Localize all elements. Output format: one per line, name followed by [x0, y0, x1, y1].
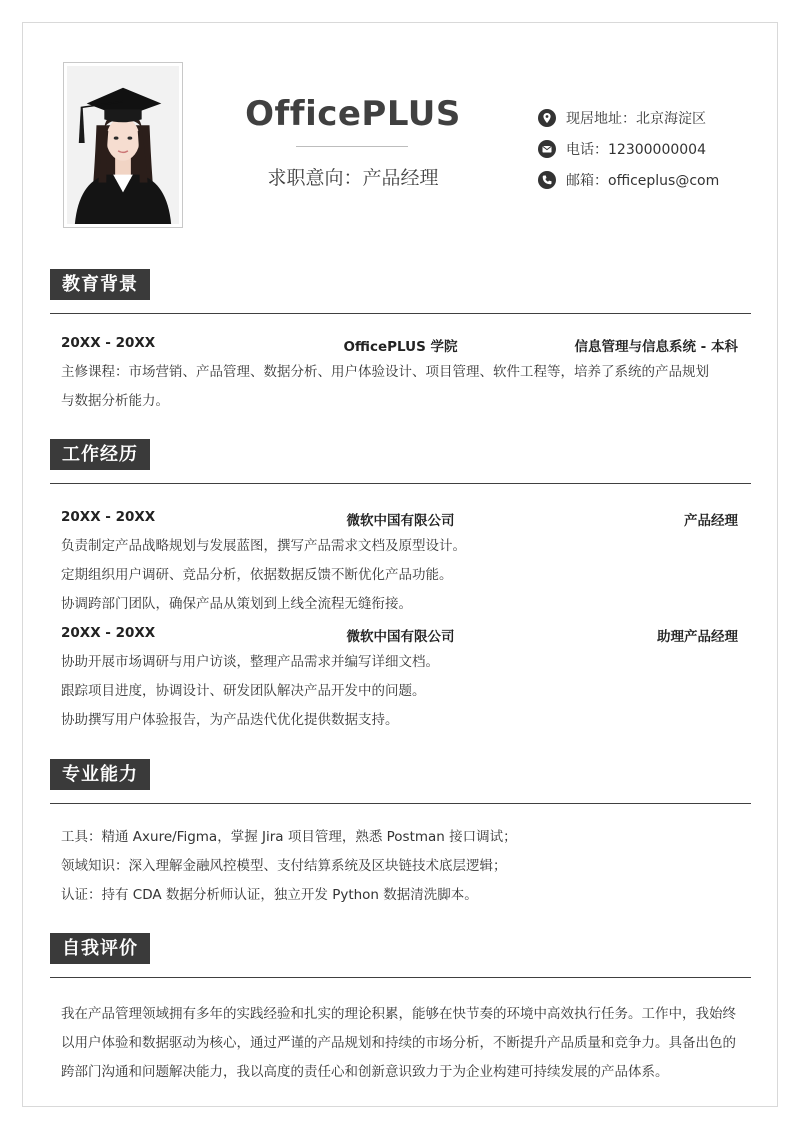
- education-section: [50, 269, 751, 416]
- job-objective: 求职意向：产品经理: [267, 167, 439, 189]
- section-title: 教育背景: [50, 269, 150, 300]
- name-divider: [296, 146, 408, 147]
- job-period: 20XX - 20XX: [61, 509, 156, 525]
- education-period: 20XX - 20XX: [61, 335, 156, 351]
- job-role: 产品经理: [684, 513, 738, 529]
- section-title: 专业能力: [50, 759, 150, 790]
- contact-phone: [538, 133, 768, 164]
- education-desc-line: 与数据分析能力。: [61, 393, 169, 409]
- location-pin-icon: [538, 109, 556, 127]
- job-duty-line: 定期组织用户调研、竞品分析，依据数据反馈不断优化产品功能。: [61, 567, 453, 583]
- education-header: [50, 269, 751, 315]
- envelope-icon: [538, 140, 556, 158]
- job-duty-line: 协调跨部门团队，确保产品从策划到上线全流程无缝衔接。: [61, 596, 412, 612]
- profile-photo-frame: [63, 62, 183, 228]
- contact-email-text: 邮箱：officeplus@com: [566, 172, 720, 189]
- section-divider: [50, 313, 751, 314]
- education-desc-line: 主修课程：市场营销、产品管理、数据分析、用户体验设计、项目管理、软件工程等，培养了系统的产品规划: [61, 364, 709, 380]
- profile-photo: [67, 66, 179, 224]
- education-row: [50, 329, 751, 358]
- section-divider: [50, 977, 751, 978]
- phone-icon: [538, 171, 556, 189]
- section-divider: [50, 483, 751, 484]
- section-title: 自我评价: [50, 933, 150, 964]
- job-duty-line: 协助撰写用户体验报告，为产品迭代优化提供数据支持。: [61, 712, 399, 728]
- section-divider: [50, 803, 751, 804]
- job-company: 微软中国有限公司: [346, 629, 455, 645]
- job-company: 微软中国有限公司: [346, 513, 455, 529]
- contact-list: [538, 102, 768, 195]
- work-header: [50, 439, 751, 485]
- contact-address: [538, 102, 768, 133]
- job-duty-line: 跟踪项目进度，协调设计、研发团队解决产品开发中的问题。: [61, 683, 426, 699]
- work-section: [50, 439, 751, 735]
- job-row: [50, 619, 751, 648]
- contact-phone-text: 电话：12300000004: [566, 141, 706, 158]
- education-school: OfficePLUS 学院: [343, 339, 458, 355]
- job-row: [50, 503, 751, 532]
- skills-header: [50, 759, 751, 805]
- skills-section: [50, 759, 751, 910]
- job-duty-line: 协助开展市场调研与用户访谈，整理产品需求并编写详细文档。: [61, 654, 439, 670]
- self-evaluation-text: 我在产品管理领域拥有多年的实践经验和扎实的理论积累，能够在快节奏的环境中高效执行任务。工作中，我始终以用户体验和数据驱动为核心，通过严谨的产品规划和持续的市场分析，不断提升产品质量和竞争力。具备出色的跨部门沟通和问题解决能力，我以高度的责任心和创新意识致力于为企业构建可持续发展的产品体系。: [61, 1006, 736, 1080]
- skill-line: 认证：持有 CDA 数据分析师认证，独立开发 Python 数据清洗脚本。: [61, 887, 478, 903]
- candidate-name: OfficePLUS: [245, 94, 461, 134]
- job-period: 20XX - 20XX: [61, 625, 156, 641]
- skills-list: [50, 823, 751, 910]
- self-evaluation-section: [50, 933, 751, 1087]
- contact-address-text: 现居地址：北京海淀区: [566, 110, 706, 127]
- section-title: 工作经历: [50, 439, 150, 470]
- job-duty-line: 负责制定产品战略规划与发展蓝图，撰写产品需求文档及原型设计。: [61, 538, 466, 554]
- self-evaluation-header: [50, 933, 751, 979]
- skill-line: 领域知识：深入理解金融风控模型、支付结算系统及区块链技术底层逻辑；: [61, 858, 507, 874]
- education-major: 信息管理与信息系统 - 本科: [574, 339, 738, 355]
- skill-line: 工具：精通 Axure/Figma，掌握 Jira 项目管理，熟悉 Postman 接口调试；: [61, 829, 517, 845]
- job-role: 助理产品经理: [657, 629, 738, 645]
- contact-email: [538, 164, 768, 195]
